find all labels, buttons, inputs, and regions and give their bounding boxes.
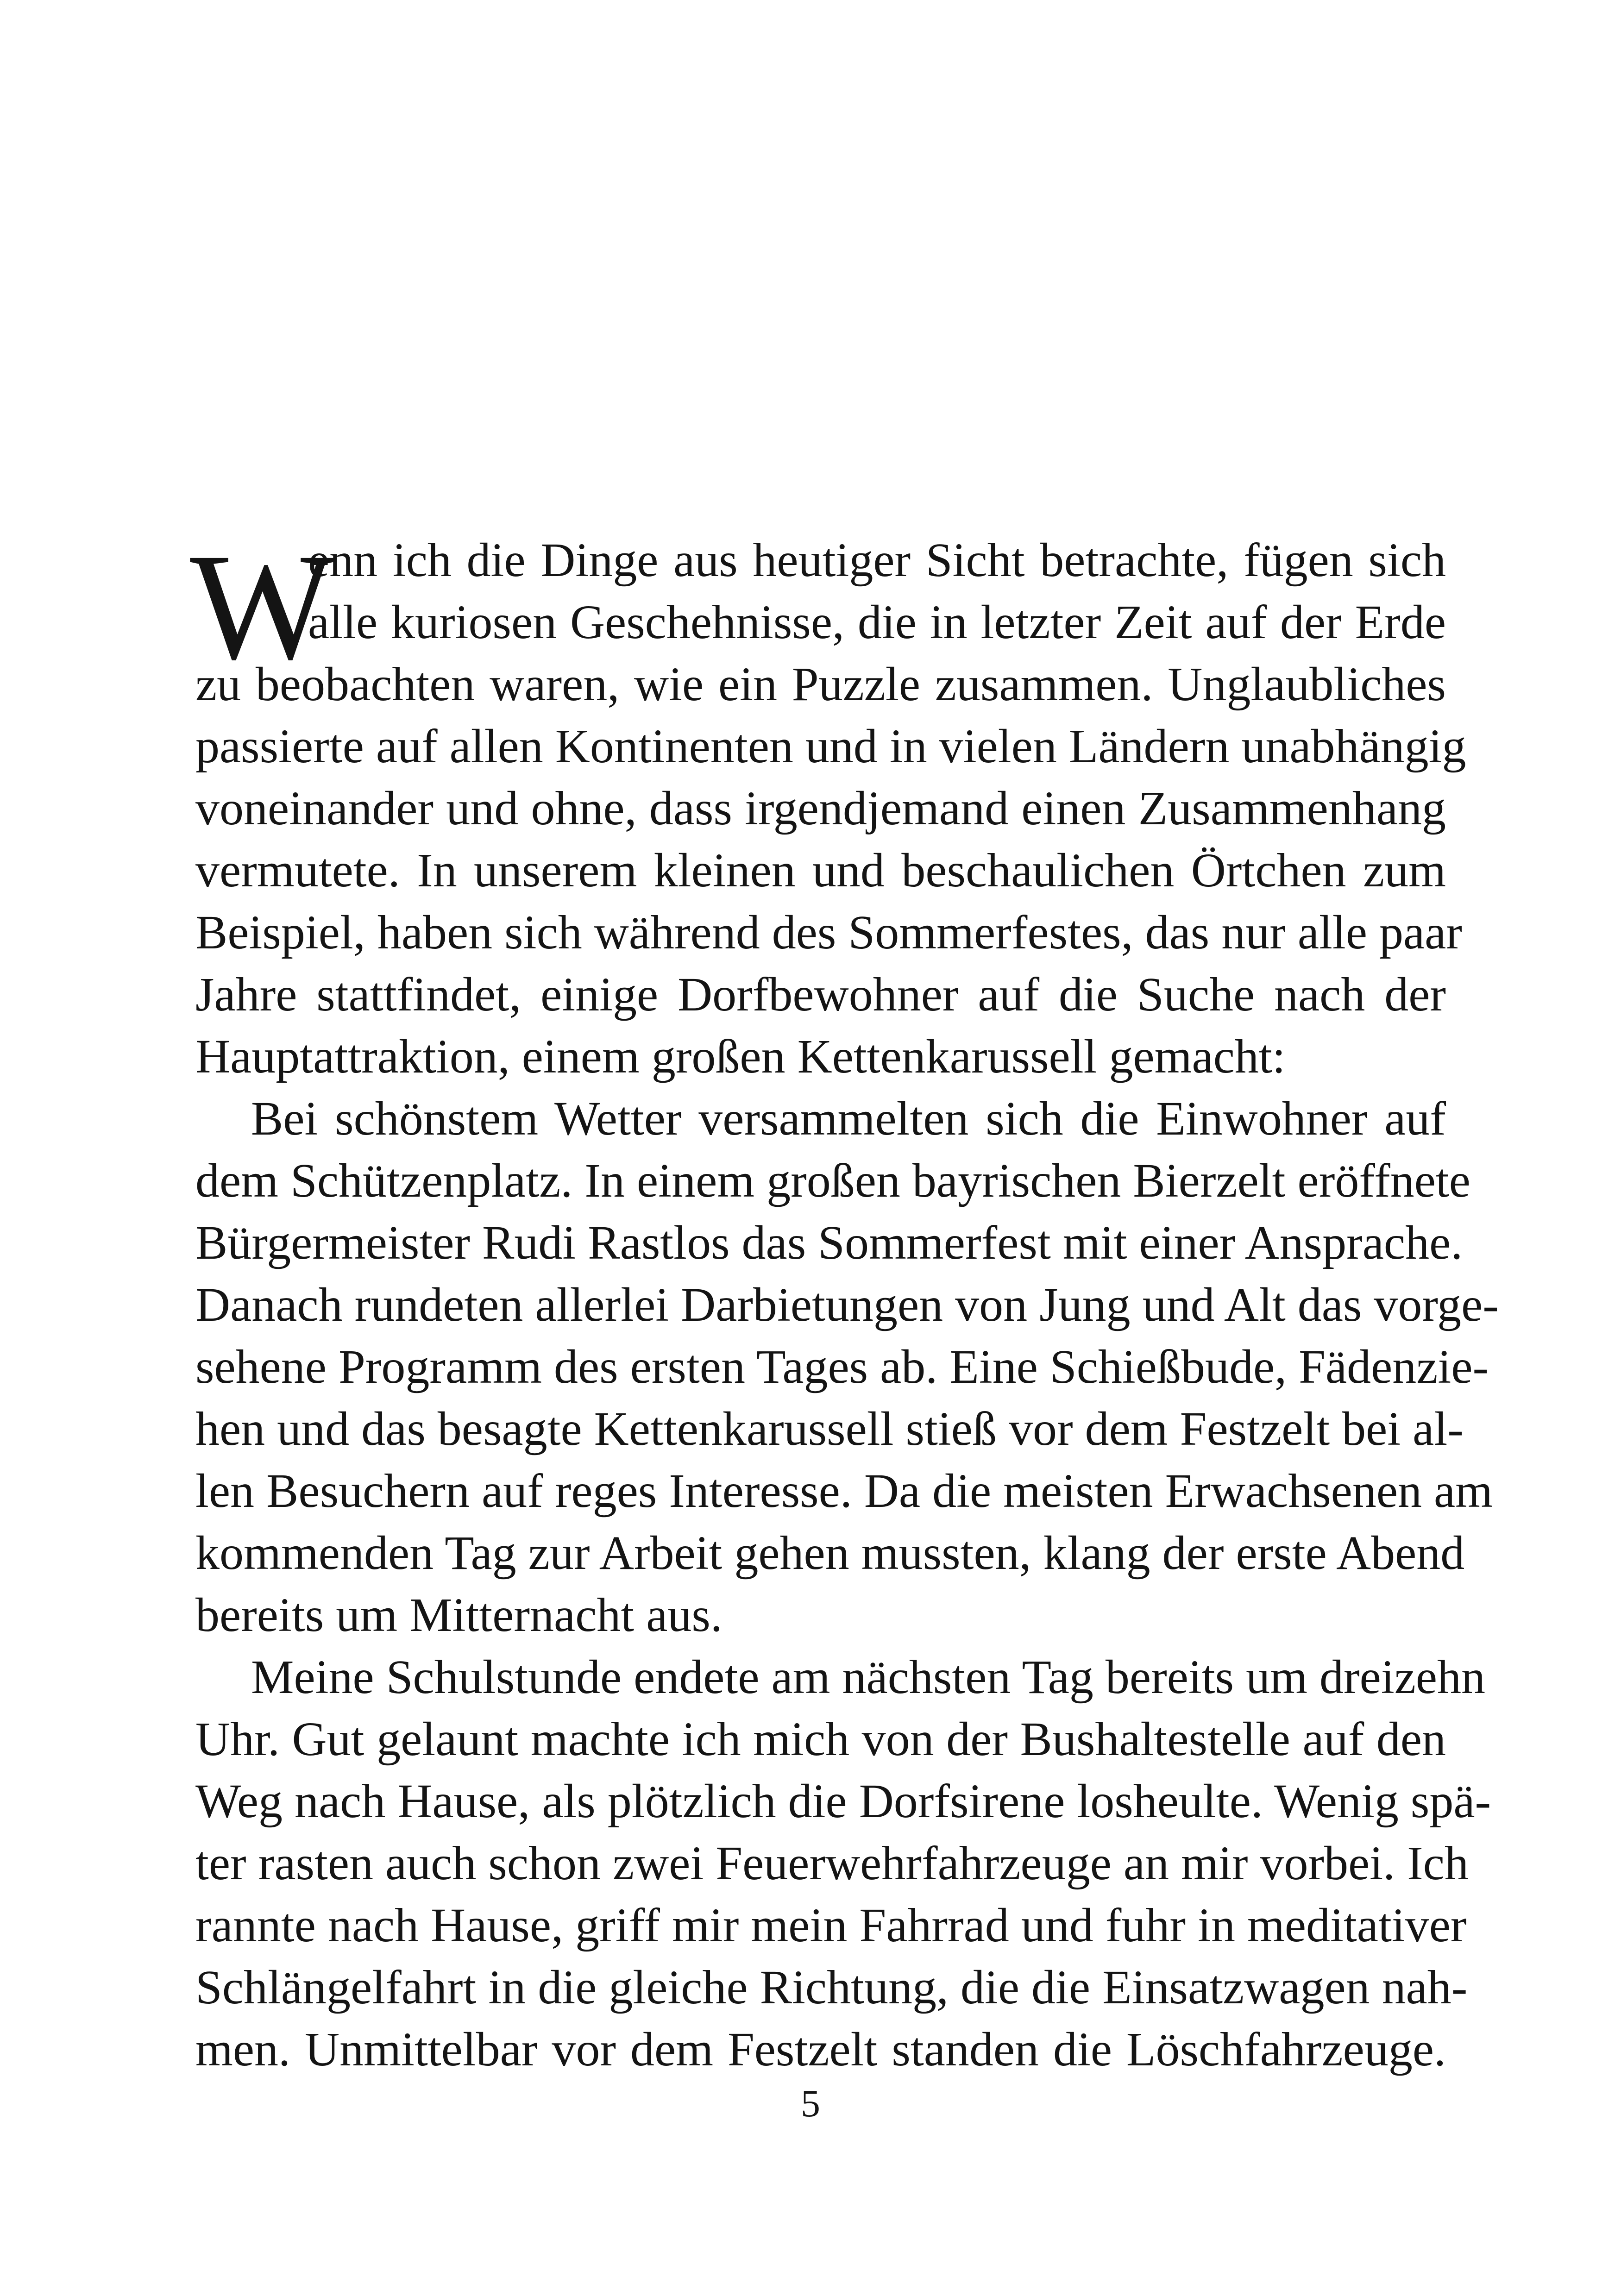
text-line: Beispiel, haben sich während des Sommerfestes, das nur alle paar — [195, 906, 1462, 959]
text-line: enn ich die Dinge aus heutiger Sicht betrachte, fügen sich — [308, 533, 1446, 587]
text-line: Bürgermeister Rudi Rastlos das Sommerfest mit einer Ansprache. — [195, 1216, 1463, 1269]
paragraph-3 — [195, 1646, 1491, 2081]
paragraph-1 — [195, 529, 1466, 1088]
text-line: bereits um Mitternacht aus. — [195, 1588, 723, 1642]
text-line: Jahre stattfindet, einige Dorfbewohner auf die Suche nach der — [195, 968, 1446, 1021]
text-line: Bei schönstem Wetter versammelten sich die Einwohner auf — [251, 1092, 1446, 1145]
text-line: Danach rundeten allerlei Darbietungen von Jung und Alt das vorge- — [195, 1278, 1499, 1331]
text-line: men. Unmittelbar vor dem Festzelt standen die Löschfahrzeuge. — [195, 2023, 1446, 2076]
text-line: dem Schützenplatz. In einem großen bayrischen Bierzelt eröffnete — [195, 1154, 1470, 1207]
drop-cap: W — [190, 522, 334, 691]
text-line: ter rasten auch schon zwei Feuerwehrfahrzeuge an mir vorbei. Ich — [195, 1837, 1469, 1890]
text-line: kommenden Tag zur Arbeit gehen mussten, klang der erste Abend — [195, 1526, 1465, 1580]
text-line: len Besuchern auf reges Interesse. Da die meisten Erwachsenen am — [195, 1464, 1493, 1518]
text-line: sehene Programm des ersten Tages ab. Eine Schießbude, Fädenzie- — [195, 1340, 1489, 1393]
text-line: Meine Schulstunde endete am nächsten Tag bereits um dreizehn — [251, 1650, 1486, 1704]
text-line: rannte nach Hause, griff mir mein Fahrrad und fuhr in meditativer — [195, 1899, 1467, 1952]
paragraph-2 — [195, 1088, 1499, 1646]
text-line: voneinander und ohne, dass irgendjemand einen Zusammenhang — [195, 782, 1446, 835]
text-line: hen und das besagte Kettenkarussell stieß vor dem Festzelt bei al- — [195, 1402, 1464, 1455]
body-text — [190, 522, 1499, 2081]
text-line: Uhr. Gut gelaunt machte ich mich von der Bushaltestelle auf den — [195, 1713, 1446, 1766]
text-line: Hauptattraktion, einem großen Kettenkarussell gemacht: — [195, 1030, 1286, 1083]
text-line: alle kuriosen Geschehnisse, die in letzter Zeit auf der Erde — [308, 596, 1446, 649]
text-line: Weg nach Hause, als plötzlich die Dorfsirene losheulte. Wenig spä- — [195, 1775, 1491, 1828]
page-number: 5 — [801, 2082, 820, 2125]
text-line: passierte auf allen Kontinenten und in vielen Ländern unabhängig — [195, 720, 1466, 773]
text-line: Schlängelfahrt in die gleiche Richtung, die die Einsatzwagen nah- — [195, 1961, 1468, 2014]
text-line: vermutete. In unserem kleinen und beschaulichen Örtchen zum — [195, 844, 1446, 897]
text-line: zu beobachten waren, wie ein Puzzle zusammen. Unglaubliches — [195, 658, 1446, 711]
